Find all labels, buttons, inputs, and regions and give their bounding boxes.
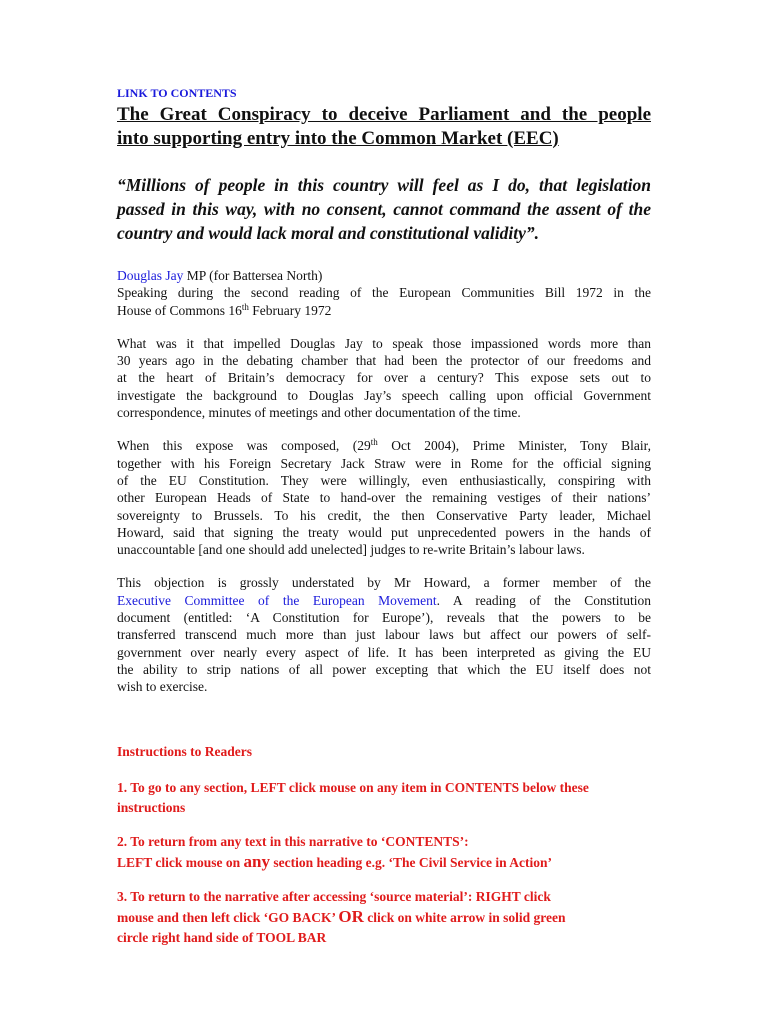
instruction-line: circle right hand side of TOOL BAR [117, 929, 327, 945]
douglas-jay-link[interactable]: Douglas Jay [117, 268, 184, 283]
ordinal-suffix: th [241, 301, 249, 312]
paragraph-line: unaccountable [and one should add unelected] judges to re-write Britain’s labour laws. [117, 542, 585, 558]
instruction-line: 2. To return from any text in this narrative to ‘CONTENTS’: [117, 833, 469, 849]
paragraph-line: Oct 2004), Prime Minister, Tony Blair, [377, 438, 651, 454]
link-to-contents[interactable]: LINK TO CONTENTS [117, 86, 237, 100]
title-line: into supporting entry into the Common Market (EEC) [117, 128, 559, 149]
instructions-heading: Instructions to Readers [117, 743, 252, 759]
document-page [117, 84, 651, 948]
paragraph-line: Howard, said that signing the treaty would put unprecedented powers in the hands of [117, 524, 651, 540]
quote-line: “Millions of people in this country will feel as I do, that legislation [117, 175, 651, 195]
paragraph-line: other European Heads of State to hand-over the remaining vestiges of their nations’ [117, 490, 651, 506]
instruction-line: section heading e.g. ‘The Civil Service in Action’ [270, 854, 552, 870]
emphasis-or: OR [338, 906, 364, 926]
instruction-item-1 [117, 778, 651, 818]
paragraph-line: together with his Foreign Secretary Jack Straw were in Rome for the official signing [117, 455, 651, 471]
attribution-line: Speaking during the second reading of the European Communities Bill 1972 in the [117, 285, 651, 301]
opening-quote [117, 173, 651, 245]
title-line: The Great Conspiracy to deceive Parliament and the people [117, 104, 651, 125]
paragraph-line: investigate the background to Douglas Jay’s speech calling upon official Government [117, 387, 651, 403]
quote-line: passed in this way, with no consent, cannot command the assent of the [117, 199, 651, 219]
instruction-item-2 [117, 832, 651, 873]
paragraph-line: correspondence, minutes of meetings and other documentation of the time. [117, 405, 521, 421]
quote-line: country and would lack moral and constitutional validity”. [117, 223, 539, 243]
instruction-item-3 [117, 887, 651, 948]
instruction-line: 3. To return to the narrative after accessing ‘source material’: RIGHT click [117, 888, 551, 904]
paragraph-line: wish to exercise. [117, 679, 208, 695]
emphasis-any: any [243, 851, 270, 871]
instruction-line: LEFT click mouse on [117, 854, 244, 870]
instructions [117, 742, 651, 948]
paragraph-expose [117, 437, 651, 558]
instruction-line: click on white arrow in solid green [363, 909, 566, 925]
paragraph-line: This objection is grossly understated by Mr Howard, a former member of the [117, 575, 651, 591]
paragraph-intro [117, 335, 651, 421]
attribution-line: February 1972 [248, 302, 332, 318]
ordinal-suffix: th [370, 437, 378, 448]
paragraph-line: at the heart of Britain’s democracy for over a century? This expose sets out to [117, 370, 651, 386]
instruction-line: 1. To go to any section, LEFT click mouse on any item in CONTENTS below these [117, 779, 589, 795]
paragraph-line: transferred transcend much more than just labour laws but affect our powers of self- [117, 627, 651, 643]
attribution-suffix: MP (for Battersea North) [183, 268, 323, 283]
paragraph-objection [117, 574, 651, 695]
paragraph-line: When this expose was composed, (29 [117, 438, 371, 454]
attribution-line: House of Commons 16 [117, 302, 242, 318]
document-title [117, 103, 651, 151]
paragraph-line: sovereignty to Brussels. To his credit, the then Conservative Party leader, Michael [117, 507, 651, 523]
paragraph-line: . A reading of the Constitution [436, 592, 651, 608]
executive-committee-link[interactable]: Executive Committee of the European Movement [117, 592, 437, 608]
paragraph-line: document (entitled: ‘A Constitution for Europe’), reveals that the powers to be [117, 610, 651, 626]
paragraph-line: government over nearly every aspect of life. It has been interpreted as giving the EU [117, 644, 651, 660]
paragraph-line: What was it that impelled Douglas Jay to speak those impassioned words more than [117, 335, 651, 351]
paragraph-line: of the EU Constitution. They were willingly, even enthusiastically, conspiring with [117, 472, 651, 488]
instruction-line: mouse and then left click ‘GO BACK’ [117, 909, 339, 925]
instruction-line: instructions [117, 799, 186, 815]
paragraph-line: the ability to strip nations of all power excepting that which the EU itself does not [117, 661, 651, 677]
attribution [117, 267, 651, 319]
paragraph-line: 30 years ago in the debating chamber that had been the protector of our freedoms and [117, 353, 651, 369]
